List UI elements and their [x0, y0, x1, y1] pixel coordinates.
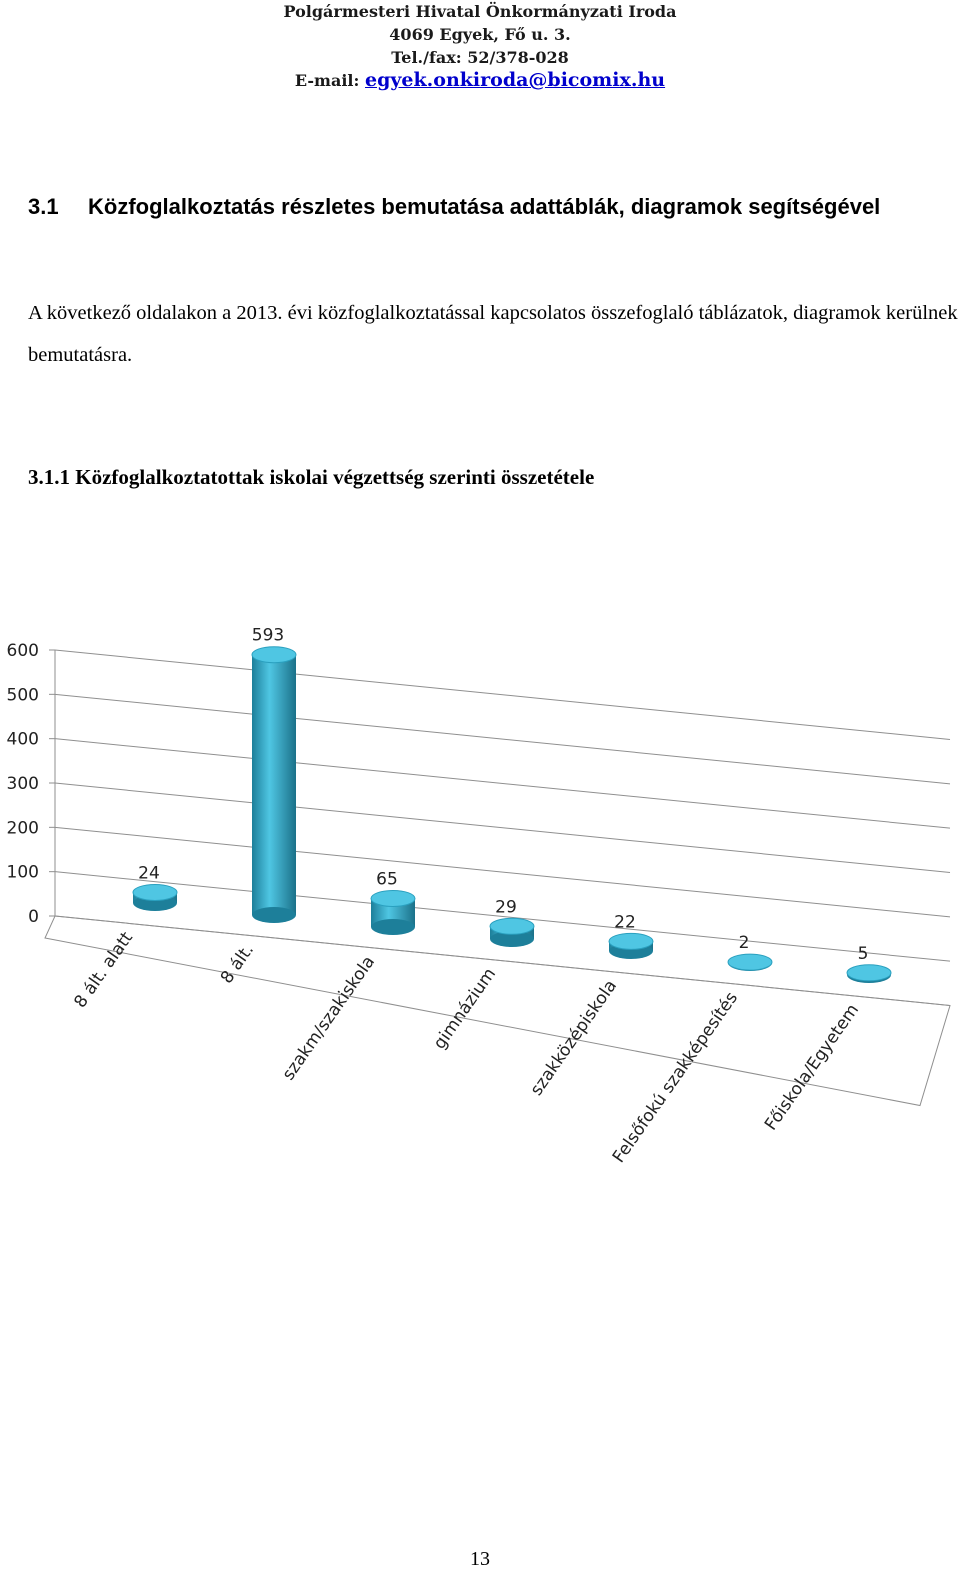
letterhead-office: Polgármesteri Hivatal Önkormányzati Iroda	[283, 2, 677, 21]
email-link[interactable]: egyek.onkiroda@bicomix.hu	[365, 69, 666, 91]
bar-top	[252, 647, 296, 663]
bar-top	[371, 890, 415, 906]
education-bar-chart	[0, 600, 960, 1200]
bar-value-label: 22	[614, 912, 636, 933]
bar	[728, 954, 772, 971]
y-tick-label: 0	[28, 907, 39, 927]
y-tick-label: 600	[6, 641, 39, 661]
bar-value-label: 2	[738, 933, 750, 954]
bar	[490, 918, 534, 947]
x-category-label: 8 ált. alatt	[70, 928, 138, 1012]
gridline	[55, 694, 950, 784]
bar-body	[252, 655, 296, 915]
bar	[371, 890, 415, 935]
bar-base	[252, 907, 296, 923]
x-category-label: gimnázium	[429, 964, 501, 1054]
y-tick-label: 100	[6, 862, 39, 883]
letterhead-email-line	[0, 69, 960, 92]
gridline	[55, 783, 950, 873]
bar-value-label: 29	[495, 897, 517, 918]
y-tick-label: 300	[6, 774, 39, 794]
letterhead-phone: Tel./fax: 52/378-028	[391, 48, 569, 67]
section-title: Közfoglalkoztatás részletes bemutatása adattáblák, diagramok segítségével	[88, 194, 881, 219]
x-category-label: szakközépiskola	[526, 976, 622, 1100]
x-category-label: szakm/szakiskola	[278, 952, 380, 1085]
bar-top	[490, 918, 534, 934]
letterhead-address: 4069 Egyek, Fő u. 3.	[389, 25, 571, 44]
section-number: 3.1	[28, 194, 59, 219]
gridline	[55, 650, 950, 740]
bar	[609, 933, 653, 959]
x-category-label: 8 ált.	[216, 940, 259, 988]
page-number: 13	[470, 1548, 490, 1570]
bar-top	[133, 884, 177, 900]
bar-top	[847, 965, 891, 981]
y-tick-label: 200	[6, 818, 39, 839]
bar-base	[371, 919, 415, 935]
bar-value-label: 5	[857, 943, 869, 964]
subsection-title: 3.1.1 Közfoglalkoztatottak iskolai végzettség szerinti összetétele	[28, 465, 595, 489]
bar	[252, 647, 296, 923]
intro-paragraph: A következő oldalakon a 2013. évi közfoglalkoztatással kapcsolatos összefoglaló táblázatok, diagramok kerülnek bemutatásra.	[28, 302, 958, 366]
x-category-label: Felsőfokú szakképesítés	[608, 988, 743, 1167]
y-tick-label: 500	[6, 685, 39, 706]
bar	[133, 884, 177, 911]
bar-value-label: 593	[251, 625, 285, 646]
section-heading	[28, 192, 928, 221]
bar	[847, 965, 891, 983]
x-category-label: Főiskola/Egyetem	[761, 1000, 864, 1135]
letterhead	[0, 0, 960, 92]
bar-top	[609, 933, 653, 949]
letterhead-email-label: E-mail:	[294, 71, 360, 90]
gridline	[55, 739, 950, 829]
bar-top	[728, 954, 772, 970]
bar-value-label: 24	[138, 863, 160, 884]
y-tick-label: 400	[6, 729, 39, 750]
bar-value-label: 65	[376, 869, 398, 890]
